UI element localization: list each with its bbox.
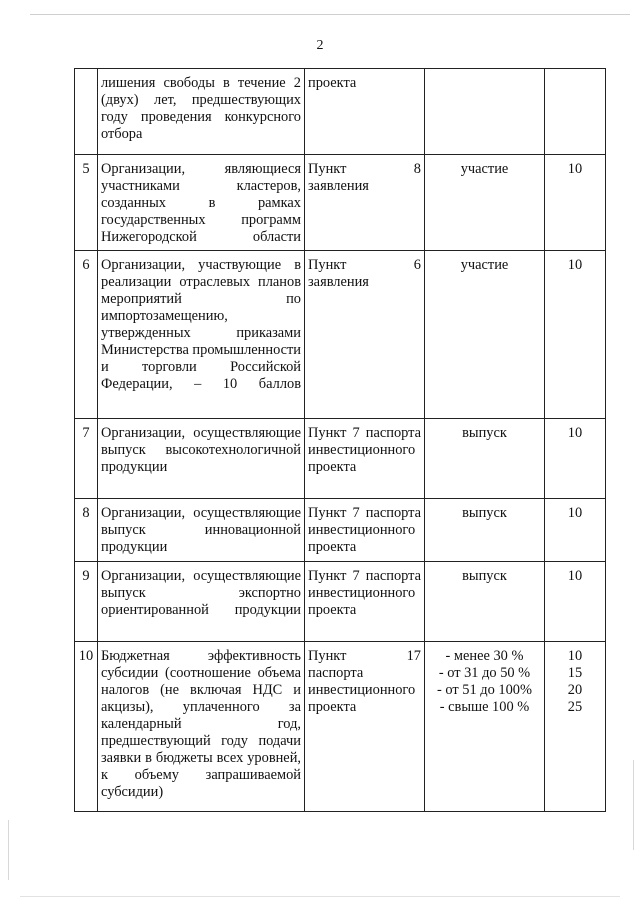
unit-cell bbox=[425, 69, 545, 155]
table-row bbox=[75, 642, 606, 812]
source-cell: Пункт 7 паспорта инвестиционного проекта bbox=[305, 419, 425, 499]
score-cell bbox=[545, 69, 606, 155]
row-number: 9 bbox=[75, 562, 98, 642]
criterion-cell: Организации, осуществляющие выпуск инновационной продукции bbox=[98, 499, 305, 562]
criterion-cell: лишения свободы в течение 2 (двух) лет, предшествующих году проведения конкурсного отбора bbox=[98, 69, 305, 155]
row-number bbox=[75, 69, 98, 155]
row-number: 10 bbox=[75, 642, 98, 812]
unit-cell: выпуск bbox=[425, 562, 545, 642]
score-cell: 10 bbox=[545, 251, 606, 419]
unit-range-cell bbox=[425, 642, 545, 812]
criterion-cell: Бюджетная эффективность субсидии (соотношение объема налогов (не включая НДС и акцизы), уплаченного за календарный год, предшествующий году подачи заявки в бюджеты всех уровней, к объему запрашиваемой субсидии) bbox=[98, 642, 305, 812]
criterion-cell: Организации, осуществляющие выпуск высокотехнологичной продукции bbox=[98, 419, 305, 499]
source-cell: проекта bbox=[305, 69, 425, 155]
source-cell: Пункт 7 паспорта инвестиционного проекта bbox=[305, 499, 425, 562]
table-row bbox=[75, 69, 606, 155]
scan-artifact-right bbox=[633, 760, 634, 850]
unit-cell: выпуск bbox=[425, 419, 545, 499]
score-line: 15 bbox=[567, 665, 583, 681]
scan-artifact-left bbox=[8, 820, 9, 880]
table-row bbox=[75, 419, 606, 499]
unit-range-line: - менее 30 % bbox=[445, 648, 524, 664]
score-line: 10 bbox=[567, 648, 583, 664]
score-cell: 10 bbox=[545, 562, 606, 642]
score-line: 25 bbox=[567, 699, 583, 715]
score-cell: 10 bbox=[545, 499, 606, 562]
criterion-cell: Организации, являющиеся участниками кластеров, созданных в рамках государственных программ Нижегородской области bbox=[98, 155, 305, 251]
page-number: 2 bbox=[316, 38, 324, 53]
score-cell: 10 bbox=[545, 419, 606, 499]
unit-cell: участие bbox=[425, 155, 545, 251]
unit-cell: выпуск bbox=[425, 499, 545, 562]
unit-range-line: - от 31 до 50 % bbox=[438, 665, 531, 681]
source-cell: Пункт 17 паспорта инвестиционного проекта bbox=[305, 642, 425, 812]
scan-artifact-bottom bbox=[20, 896, 620, 897]
source-cell: Пункт 8 заявления bbox=[305, 155, 425, 251]
score-range-cell bbox=[545, 642, 606, 812]
table-row bbox=[75, 562, 606, 642]
table-row bbox=[75, 155, 606, 251]
table-row bbox=[75, 251, 606, 419]
unit-cell: участие bbox=[425, 251, 545, 419]
row-number: 7 bbox=[75, 419, 98, 499]
source-cell: Пункт 7 паспорта инвестиционного проекта bbox=[305, 562, 425, 642]
row-number: 6 bbox=[75, 251, 98, 419]
row-number: 5 bbox=[75, 155, 98, 251]
criterion-cell: Организации, участвующие в реализации отраслевых планов мероприятий по импортозамещению, утвержденных приказами Министерства промышленности и торговли Российской Федерации, – 10 баллов bbox=[98, 251, 305, 419]
scan-edge-line bbox=[30, 14, 630, 15]
criteria-table bbox=[74, 68, 606, 812]
table-row bbox=[75, 499, 606, 562]
score-line: 20 bbox=[567, 682, 583, 698]
unit-range-line: - от 51 до 100% bbox=[437, 682, 532, 698]
score-cell: 10 bbox=[545, 155, 606, 251]
row-number: 8 bbox=[75, 499, 98, 562]
criterion-cell: Организации, осуществляющие выпуск экспортно ориентированной продукции bbox=[98, 562, 305, 642]
unit-range-line: - свыше 100 % bbox=[439, 699, 530, 715]
source-cell: Пункт 6 заявления bbox=[305, 251, 425, 419]
